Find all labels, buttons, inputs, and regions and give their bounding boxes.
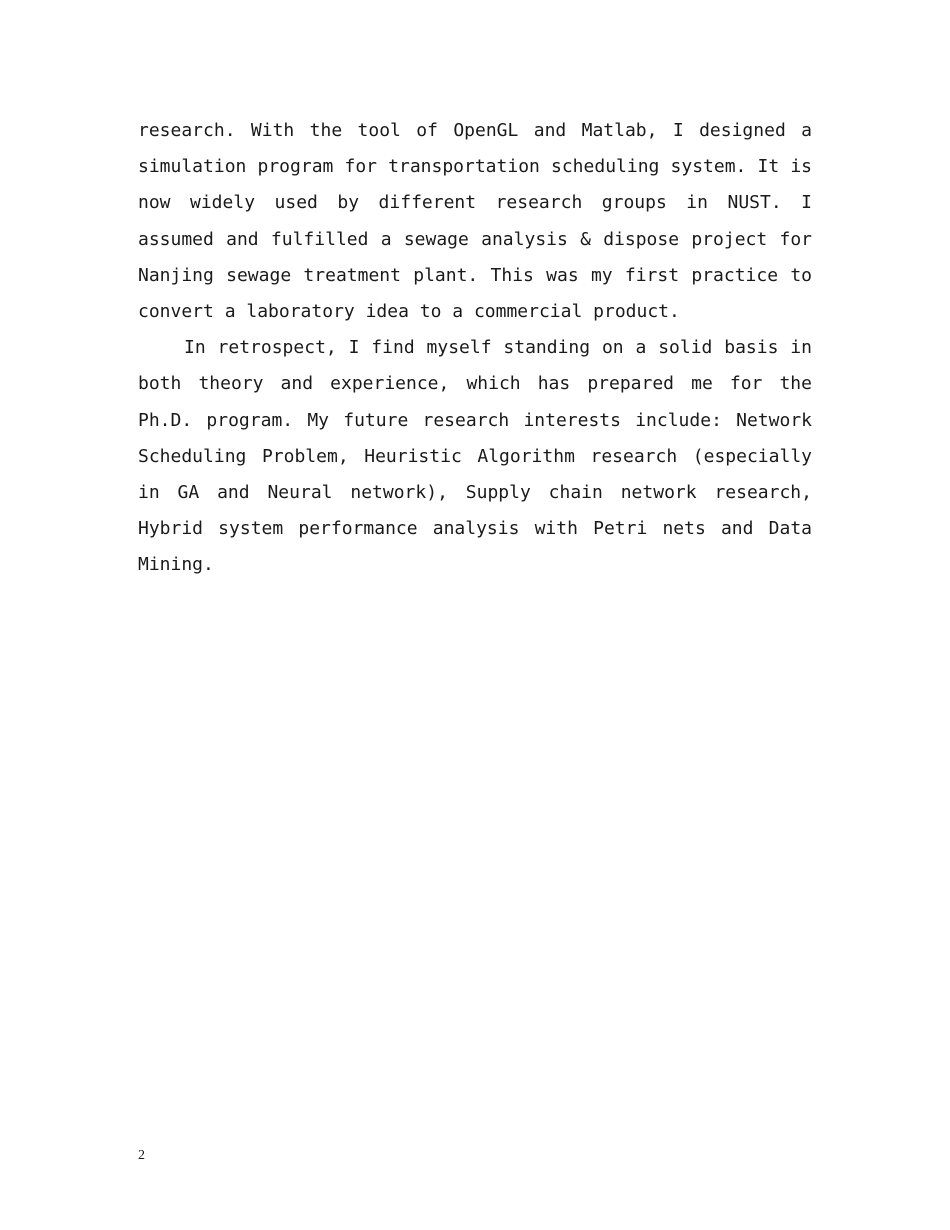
page-number: 2 <box>138 1148 145 1163</box>
document-body <box>138 113 812 583</box>
paragraph-1 <box>138 113 812 330</box>
text-line: now widely used by different research groups in NUST. I <box>138 192 812 214</box>
text-line: assumed and fulfilled a sewage analysis & dispose project for <box>138 228 812 250</box>
text-line: Hybrid system performance analysis with Petri nets and Data <box>138 518 812 540</box>
text-line: Nanjing sewage treatment plant. This was my first practice to <box>138 264 812 286</box>
text-line: both theory and experience, which has prepared me for the <box>138 373 812 395</box>
paragraph-2 <box>138 330 812 583</box>
text-line: simulation program for transportation scheduling system. It is <box>138 156 812 178</box>
text-line: In retrospect, I find myself standing on a solid basis in <box>184 337 812 359</box>
text-line: Mining. <box>138 554 214 576</box>
text-line: Ph.D. program. My future research interests include: Network <box>138 409 812 431</box>
text-line: Scheduling Problem, Heuristic Algorithm research (especially <box>138 445 812 467</box>
text-line: convert a laboratory idea to a commercial product. <box>138 300 680 322</box>
text-line: in GA and Neural network), Supply chain network research, <box>138 481 812 503</box>
text-line: research. With the tool of OpenGL and Matlab, I designed a <box>138 120 812 141</box>
